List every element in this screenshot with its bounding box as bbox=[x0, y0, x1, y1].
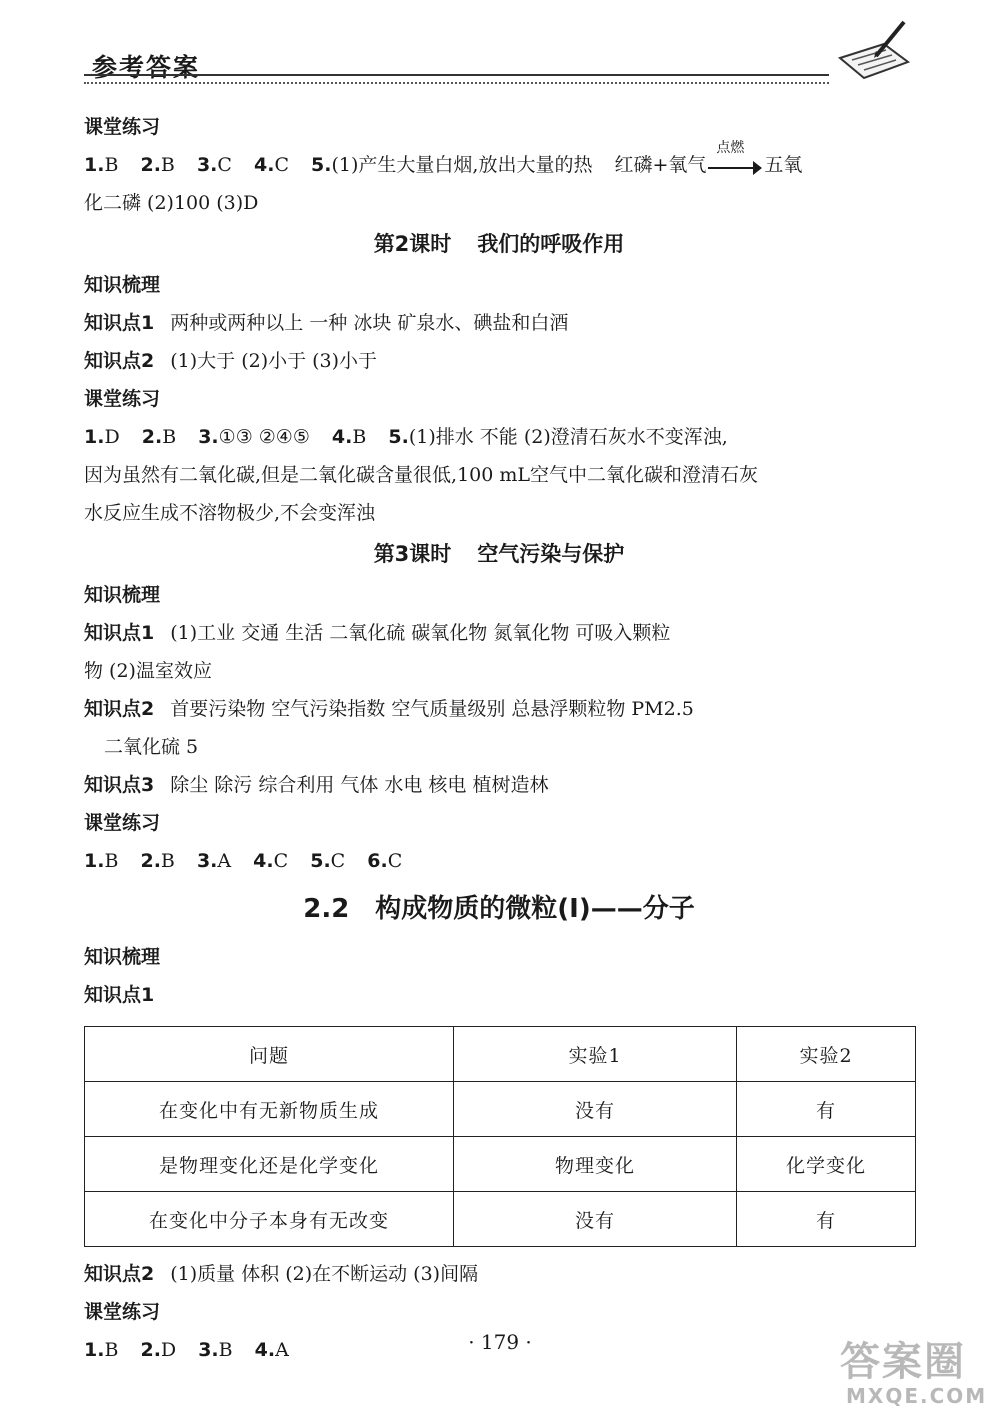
table-cell: 有 bbox=[737, 1192, 916, 1247]
answer-line: 1.D 2.B 3.①③ ②④⑤ 4.B 5.(1)排水 不能 (2)澄清石灰水不变浑浊, bbox=[84, 426, 728, 448]
lesson-title: 第3课时 空气污染与保护 bbox=[373, 542, 625, 566]
answer-line: 1.B 2.D 3.B 4.A bbox=[84, 1339, 289, 1361]
answer-line: 因为虽然有二氧化碳,但是二氧化碳含量很低,100 mL空气中二氧化碳和澄清石灰 bbox=[84, 464, 759, 486]
table-row bbox=[85, 1082, 916, 1137]
table-cell: 没有 bbox=[454, 1192, 737, 1247]
equation-right: 五氧 bbox=[764, 154, 803, 176]
knowledge-point: 知识点1 bbox=[84, 984, 155, 1006]
knowledge-point: 知识点3 除尘 除污 综合利用 气体 水电 核电 植树造林 bbox=[84, 774, 549, 796]
table-header: 实验1 bbox=[454, 1027, 737, 1082]
knowledge-point: 知识点2 (1)质量 体积 (2)在不断运动 (3)间隔 bbox=[84, 1263, 479, 1285]
watermark-text: 答案圈 bbox=[840, 1339, 966, 1385]
table-header: 实验2 bbox=[737, 1027, 916, 1082]
reaction-arrow bbox=[708, 140, 762, 176]
answer-line: 1.B 2.B 3.A 4.C 5.C 6.C bbox=[84, 850, 403, 872]
table-header: 问题 bbox=[85, 1027, 454, 1082]
table-cell: 没有 bbox=[454, 1082, 737, 1137]
section-title: 课堂练习 bbox=[84, 388, 161, 410]
answer-line: 水反应生成不溶物极少,不会变浑浊 bbox=[84, 502, 376, 524]
table-cell: 物理变化 bbox=[454, 1137, 737, 1192]
experiment-table bbox=[84, 1026, 916, 1247]
table-row bbox=[85, 1192, 916, 1247]
answer-line: 化二磷 (2)100 (3)D bbox=[84, 192, 259, 214]
section-title: 课堂练习 bbox=[84, 1301, 161, 1323]
page-header bbox=[84, 40, 914, 90]
chapter-title: 2.2 构成物质的微粒(Ⅰ)——分子 bbox=[303, 894, 695, 924]
section-title: 知识梳理 bbox=[84, 584, 161, 606]
table-cell: 在变化中有无新物质生成 bbox=[85, 1082, 454, 1137]
lesson-title: 第2课时 我们的呼吸作用 bbox=[373, 232, 625, 256]
knowledge-point: 二氧化硫 5 bbox=[104, 736, 199, 758]
page-number: · 179 · bbox=[468, 1330, 532, 1354]
knowledge-point: 知识点2 首要污染物 空气污染指数 空气质量级别 总悬浮颗粒物 PM2.5 bbox=[84, 698, 694, 720]
reaction-condition: 点燃 bbox=[716, 140, 745, 156]
table-cell: 有 bbox=[737, 1082, 916, 1137]
table-cell: 是物理变化还是化学变化 bbox=[85, 1137, 454, 1192]
knowledge-point: 知识点1 (1)工业 交通 生活 二氧化硫 碳氧化物 氮氧化物 可吸入颗粒 bbox=[84, 622, 671, 644]
watermark-url: MXQE.COM bbox=[846, 1384, 988, 1408]
table-cell: 化学变化 bbox=[737, 1137, 916, 1192]
table-row bbox=[85, 1137, 916, 1192]
answer-line: 1.B 2.B 3.C 4.C 5.(1)产生大量白烟,放出大量的热 红磷+氧气 点燃 五氧 bbox=[84, 140, 803, 176]
header-rule bbox=[84, 74, 829, 84]
knowledge-point: 知识点2 (1)大于 (2)小于 (3)小于 bbox=[84, 350, 378, 372]
equation-left: 红磷+氧气 bbox=[614, 154, 707, 176]
section-title: 知识梳理 bbox=[84, 946, 161, 968]
section-title: 知识梳理 bbox=[84, 274, 161, 296]
table-cell: 在变化中分子本身有无改变 bbox=[85, 1192, 454, 1247]
table-header-row bbox=[85, 1027, 916, 1082]
header-title: 参考答案 bbox=[92, 53, 201, 82]
knowledge-point: 物 (2)温室效应 bbox=[84, 660, 212, 682]
answer-content bbox=[84, 108, 914, 1369]
knowledge-point: 知识点1 两种或两种以上 一种 冰块 矿泉水、碘盐和白酒 bbox=[84, 312, 569, 334]
section-title: 课堂练习 bbox=[84, 812, 161, 834]
notepad-pencil-icon bbox=[834, 18, 914, 84]
watermark bbox=[840, 1339, 990, 1414]
section-title: 课堂练习 bbox=[84, 116, 161, 138]
